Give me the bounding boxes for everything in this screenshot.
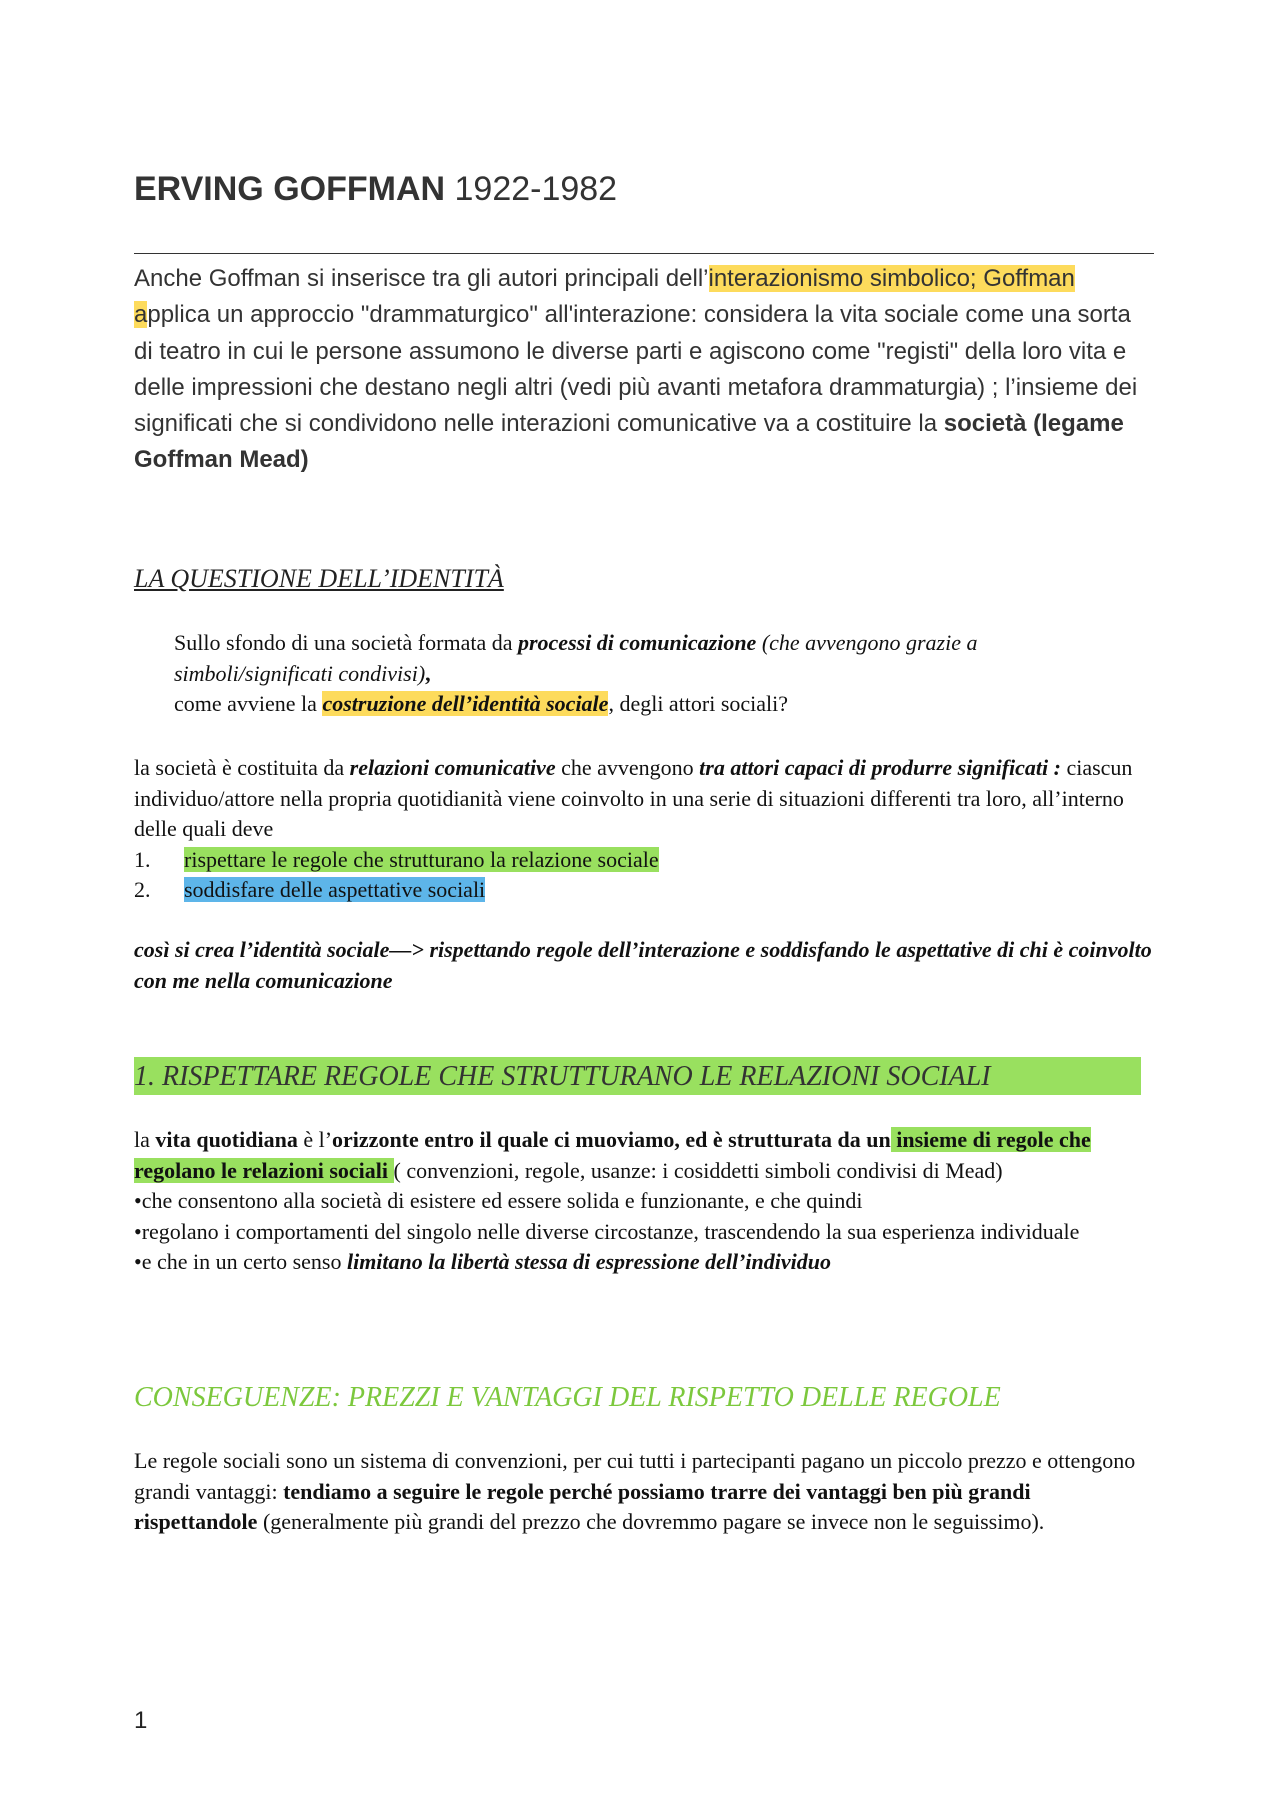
rules-text-3: ( convenzioni, regole, usanze: i cosiddetti simboli condivisi di Mead) [393,1157,1003,1183]
page-number: 1 [134,1707,148,1734]
rules-paragraph [134,1125,1164,1278]
bullet-item: •regolano i comportamenti del singolo nelle diverse circostanze, trascendendo la sua esperienza individuale [134,1218,1080,1244]
bullet-emphasis: limitano la libertà stessa di espressione dell’individuo [346,1249,831,1274]
society-text: la società è costituita da [134,755,350,780]
identity-heading: LA QUESTIONE DELL’IDENTITÀ [134,564,504,593]
list-text: rispettare le regole che strutturano la relazione sociale [184,846,659,872]
title-years: 1922-1982 [454,170,618,208]
title-name: ERVING GOFFMAN [134,170,446,208]
question-text: Sullo sfondo di una società formata da [174,630,518,655]
consequences-bold: tendiamo a seguire le regole perché possiamo trarre dei vantaggi ben più grandi rispettandole [134,1478,1031,1534]
society-text-2: che avvengono [555,755,700,780]
society-emphasis: relazioni comunicative [349,755,556,780]
document-title [134,170,617,209]
rules-text: la [134,1127,156,1152]
question-end: , degli attori sociali? [608,691,789,716]
rules-text-2: è l’ [297,1127,333,1152]
society-emphasis-2: tra attori capaci di produrre significati : [699,755,1061,780]
question-italic: (che avvengono grazie a simboli/significati condivisi) [174,630,978,686]
list-number: 1. [134,846,151,872]
bullet-item: •e che in un certo senso [134,1249,347,1274]
bullet-item: •che consentono alla società di esistere ed essere solida e funzionante, e che quindi [134,1188,863,1213]
rules-bold: vita quotidiana [155,1127,298,1152]
consequences-paragraph [134,1446,1144,1538]
intro-highlight: interazionismo simbolico; Goffman a [134,265,1075,329]
title-divider [134,253,1154,254]
society-paragraph [134,753,1164,906]
intro-text-cont: pplica un approccio "drammaturgico" all'interazione: considera la vita sociale come una sorta di teatro in cui le persone assumono le diverse parti e agiscono come "registi" della loro vita e delle impressioni che destano negli altri (vedi più avanti metafora drammaturgia) ; l’insieme dei significati che si condividono nelle interazioni comunicative va a costituire la [134,301,1138,438]
rules-highlight: insieme di regole che regolano le relazioni sociali [134,1127,1091,1183]
identity-conclusion: così si crea l’identità sociale—> rispettando regole dell’interazione e soddisfando le aspettative di chi è coinvolto con me nella comunicazione [134,937,1152,993]
rules-bold-2: orizzonte entro il quale ci muoviamo, ed è strutturata da un [332,1127,891,1152]
identity-question [174,628,1134,720]
list-item [134,875,1164,906]
intro-text: Anche Goffman si inserisce tra gli autori principali dell’ [134,265,709,292]
consequences-heading: CONSEGUENZE: PREZZI E VANTAGGI DEL RISPETTO DELLE REGOLE [134,1382,1001,1413]
question-text-2: come avviene la [174,691,323,716]
consequences-text-2: (generalmente più grandi del prezzo che dovremmo pagare se invece non le seguissimo). [257,1509,1045,1534]
question-highlight: costruzione dell’identità sociale [322,691,609,716]
list-text: soddisfare delle aspettative sociali [184,877,486,902]
section1-heading: 1. RISPETTARE REGOLE CHE STRUTTURANO LE RELAZIONI SOCIALI [134,1057,1141,1095]
consequences-text: Le regole sociali sono un sistema di convenzioni, per cui tutti i partecipanti pagano un piccolo prezzo e ottengono grandi vantaggi: [134,1448,1136,1504]
intro-bold: società (legame Goffman Mead) [134,410,1124,474]
list-item [134,845,1164,876]
intro-paragraph [134,261,1154,479]
society-text-3: ciascun individuo/attore nella propria quotidianità viene coinvolto in una serie di situazioni differenti tra loro, all’interno delle quali deve [134,755,1133,841]
question-emphasis: processi di comunicazione [517,630,757,655]
list-number: 2. [134,877,151,902]
question-comma: , [425,660,431,686]
